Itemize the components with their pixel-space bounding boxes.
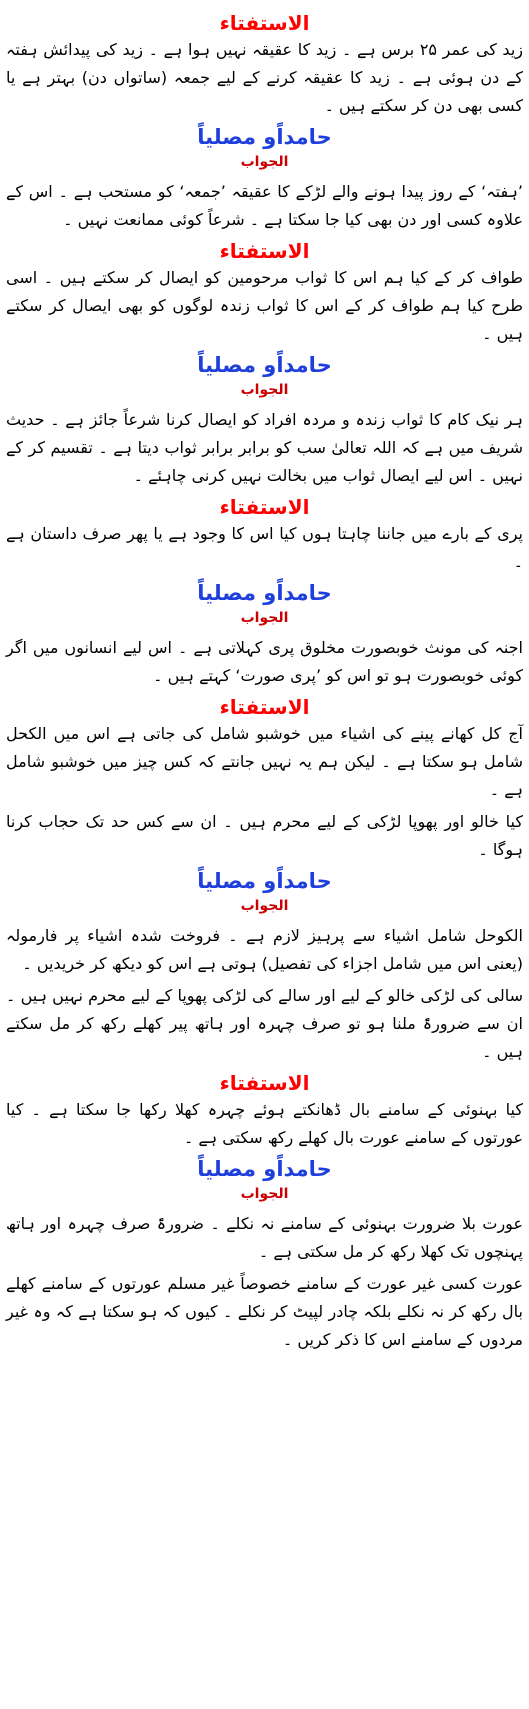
question-text: طواف کر کے کیا ہم اس کا ثواب مرحومین کو ایصال کر سکتے ہیں ۔ اسی طرح کیا ہم طواف کر کے اس کا ثواب زندہ لوگوں کو بھی ایصال کر سکتے ہیں ۔ [6,268,523,343]
question-text: زید کی عمر ۲۵ برس ہے ۔ زید کا عقیقہ نہیں ہوا ہے ۔ زید کی پیدائش ہفتہ کے دن ہوئی ہے ۔ زید کا عقیقہ کرنے کے لیے جمعہ (ساتواں دن) بہتر ہے یا کسی بھی دن کر سکتے ہیں ۔ [6,40,524,115]
qa-section [4,694,525,1066]
jawab-heading: الجواب [240,898,289,914]
question-text: کیا بہنوئی کے سامنے بال ڈھانکتے ہوئے چہرہ کھلا رکھا جا سکتا ہے ۔ کیا عورتوں کے سامنے عورت بال کھلے رکھ سکتی ہے ۔ [6,1100,523,1147]
qa-section [4,494,525,690]
answer-text: ’ہفتہ‘ کے روز پیدا ہونے والے لڑکے کا عقیقہ ’جمعہ‘ کو مستحب ہے ۔ اس کے علاوہ کسی اور دن بھی کیا جا سکتا ہے ۔ شرعاً کوئی ممانعت نہیں ۔ [6,182,523,229]
istifta-heading: الاستفتاء [219,239,310,263]
question-text: کیا خالو اور پھوپا لڑکی کے لیے محرم ہیں ۔ ان سے کس حد تک حجاب کرنا ہوگا ۔ [6,812,523,859]
jawab-heading: الجواب [240,610,289,626]
qa-section [4,238,525,490]
istifta-heading: الاستفتاء [219,695,310,719]
istifta-heading: الاستفتاء [219,495,310,519]
answer-text: سالی کی لڑکی خالو کے لیے اور سالے کی لڑکی پھوپا کے لیے محرم نہیں ہیں ۔ ان سے ضرورۃً ملنا ہو تو صرف چہرہ اور ہاتھ پیر کھلے رکھ کر مل سکتے ہیں ۔ [6,986,523,1061]
istifta-heading: الاستفتاء [219,11,310,35]
hamidan-heading: حامداًو مصلیاً [197,353,332,377]
jawab-heading: الجواب [240,154,289,170]
question-text: پری کے بارے میں جاننا چاہتا ہوں کیا اس کا وجود ہے یا پھر صرف داستان ہے ۔ [6,524,523,571]
jawab-heading: الجواب [240,382,289,398]
jawab-heading: الجواب [240,1186,289,1202]
qa-section [4,1070,525,1354]
hamidan-heading: حامداًو مصلیاً [197,869,332,893]
answer-text: عورت کسی غیر عورت کے سامنے خصوصاً غیر مسلم عورتوں کے سامنے کھلے بال رکھ کر نہ نکلے بلکہ چادر لپیٹ کر نکلے ۔ کیوں کہ ہو سکتا ہے کہ وہ غیر مردوں کے سامنے اس کا ذکر کریں ۔ [6,1274,523,1349]
qa-section [4,10,525,234]
hamidan-heading: حامداًو مصلیاً [197,125,332,149]
answer-text: عورت بلا ضرورت بہنوئی کے سامنے نہ نکلے ۔ ضرورۃً صرف چہرہ اور ہاتھ پہنچوں تک کھلا رکھ کر مل سکتی ہے ۔ [6,1214,523,1261]
hamidan-heading: حامداًو مصلیاً [197,1157,332,1181]
answer-text: اجنہ کی مونث خوبصورت مخلوق پری کہلاتی ہے ۔ اس لیے انسانوں میں اگر کوئی خوبصورت ہو تو اس کو ’پری صورت‘ کہتے ہیں ۔ [6,638,523,685]
question-text: آج کل کھانے پینے کی اشیاء میں خوشبو شامل کی جاتی ہے اس میں الکحل شامل ہو سکتا ہے ۔ لیکن ہم یہ نہیں جانتے کہ کس چیز میں خوشبو شامل ہے ۔ [6,724,523,799]
hamidan-heading: حامداًو مصلیاً [197,581,332,605]
answer-text: ہر نیک کام کا ثواب زندہ و مردہ افراد کو ایصال کرنا شرعاً جائز ہے ۔ حدیث شریف میں ہے کہ اللہ تعالیٰ سب کو برابر برابر ثواب دیتا ہے ۔ تقسیم کر کے نہیں ۔ اس لیے ایصال ثواب میں بخالت نہیں کرنی چاہئے ۔ [6,410,523,485]
istifta-heading: الاستفتاء [219,1071,310,1095]
answer-text: الکوحل شامل اشیاء سے پرہیز لازم ہے ۔ فروخت شدہ اشیاء پر فارمولہ (یعنی اس میں شامل اجزاء کی تفصیل) ہوتی ہے اس کو دیکھ کر خریدیں ۔ [6,926,523,973]
